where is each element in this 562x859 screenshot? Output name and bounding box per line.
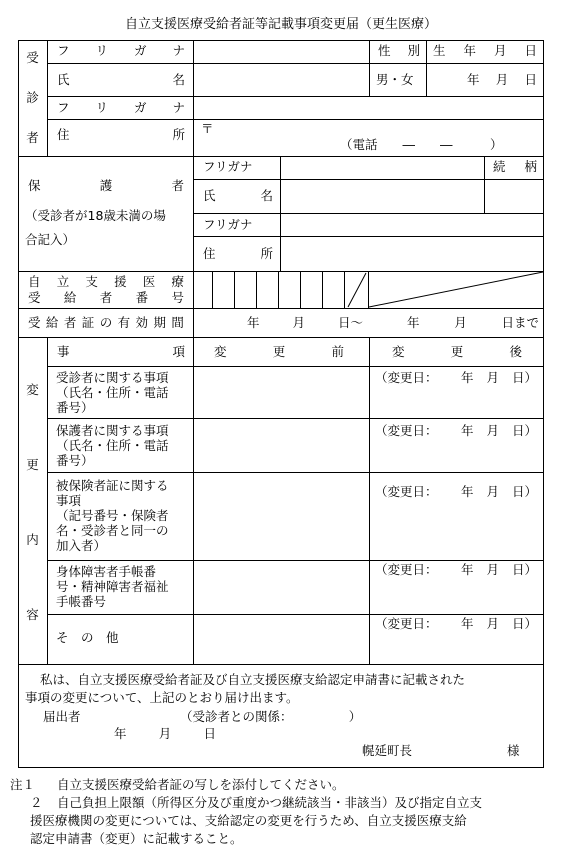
change-row-patient: 受診者に関する事項 （氏名・住所・電話 番号） <box>56 370 169 415</box>
document-page: 自立支援医療受給者証等記載事項変更届（更生医療） 受 診 者 フ リ ガ ナ 氏 名 フ リ ガ ナ 住 所 性 別 生 年 月 日 男・女 年 月 日 〒 （電話 ― ― ） 保 護 者 （受診者が18歳未満の場 合記入） フリガナ 続 柄 氏 名 フリガナ 住 所 自 立 支 援 医 療 受 給 者 番 号 受 給 者 証 の 有 効 期 間 年 月 日〜 年 月 日まで 変 更 内 容 事 項 変 更 前 変 更 後 受診者に関する事項 （氏名・住所・電話 番号） 保護者に関する事項 （氏名・住所・電話 番号） 被保険者証に関する 事項 （記号番号・保険者 名・受診者と同一の 加入者） 身体障害者手帳番 号・精神障害者福祉 手帳番号 そ の 他 （変更日： 年 月 日） （変更日： 年 月 日） （変更日： 年 月 日） （変更日： 年 月 日） （変更日： 年 月 日） 私は、自立支援医療受給者証及び自立支援医療支給認定申請書に記載された 事項の変更について、上記のとおり届け出ます。 届出者 （受診者との関係： ） 年 月 日 幌延町長 様 注１ 自立支援医療受給者証の写しを添付してください。 ２ 自己負担上限額（所得区分及び重度かつ継続該当・非該当）及び指定自立支 援医療機関の変更については、支給認定の変更を行うため、自立支援医療支給 認定申請書（変更）に記載すること。 <box>0 0 562 859</box>
addressee: 幌延町長 <box>362 743 413 758</box>
guardian-note-2: 合記入） <box>25 232 76 247</box>
patient-name-label: 氏 名 <box>57 72 185 87</box>
submitter-label: 届出者 <box>43 709 81 724</box>
honorific: 様 <box>507 743 520 758</box>
note-2-number: ２ <box>30 795 43 810</box>
validity-label: 受 給 者 証 の 有 効 期 間 <box>28 315 184 330</box>
guardian-label: 保 護 者 <box>28 178 184 193</box>
note-2-text-1: 自己負担上限額（所得区分及び重度かつ継続該当・非該当）及び指定自立支 <box>57 795 483 810</box>
patient-group-label: 受 診 者 <box>26 50 39 145</box>
dob-value[interactable]: 年 月 日 <box>467 72 537 87</box>
guardian-note-1: （受診者が18歳未満の場 <box>25 208 166 223</box>
guardian-address-label: 住 所 <box>203 246 273 261</box>
guardian-furigana2-label: フリガナ <box>203 217 253 232</box>
validity-to[interactable]: 年 月 日まで <box>407 315 539 330</box>
patient-address-label: 住 所 <box>57 127 185 142</box>
change-row-guardian: 保護者に関する事項 （氏名・住所・電話 番号） <box>56 423 169 468</box>
submission-date[interactable]: 年 月 日 <box>114 726 216 741</box>
recipient-number-label-2: 受 給 者 番 号 <box>28 290 184 305</box>
change-row-handbook: 身体障害者手帳番 号・精神障害者福祉 手帳番号 <box>56 564 169 609</box>
sex-options[interactable]: 男・女 <box>376 72 414 87</box>
form-title: 自立支援医療受給者証等記載事項変更届（更生医療） <box>124 17 437 32</box>
guardian-relation-label: 続 柄 <box>493 159 537 174</box>
note-2-text-2: 援医療機関の変更については、支給認定の変更を行うため、自立支援医療支給 <box>30 813 467 828</box>
header-after: 変 更 後 <box>392 344 522 359</box>
declaration-line-1: 私は、自立支援医療受給者証及び自立支援医療支給認定申請書に記載された <box>40 672 466 687</box>
changes-group-label: 変 更 内 容 <box>26 382 39 623</box>
patient-furigana-label: フ リ ガ ナ <box>57 43 185 58</box>
postal-mark: 〒 <box>201 121 214 136</box>
patient-name-field[interactable] <box>194 64 368 96</box>
declaration-line-2: 事項の変更について、上記のとおり届け出ます。 <box>25 690 299 705</box>
guardian-name-label: 氏 名 <box>203 188 273 203</box>
validity-from[interactable]: 年 月 日〜 <box>247 315 363 330</box>
note-1-text: 自立支援医療受給者証の写しを添付してください。 <box>57 777 345 792</box>
note-1-number: 注１ <box>10 777 36 792</box>
note-2-text-3: 認定申請書（変更）に記載すること。 <box>30 831 243 846</box>
recipient-number-label-1: 自 立 支 援 医 療 <box>28 274 184 289</box>
header-item: 事 項 <box>57 344 185 359</box>
patient-phone[interactable]: （電話 ― ― ） <box>340 137 503 152</box>
change-row-insurance: 被保険者証に関する 事項 （記号番号・保険者 名・受診者と同一の 加入者） <box>56 478 169 553</box>
dob-label: 生 年 月 日 <box>433 43 537 58</box>
sex-label: 性 別 <box>378 43 420 58</box>
submitter-relation[interactable]: （受診者との関係： ） <box>180 709 362 724</box>
change-row-other: そ の 他 <box>56 630 119 645</box>
header-before: 変 更 前 <box>214 344 344 359</box>
guardian-furigana-label: フリガナ <box>203 159 253 174</box>
patient-furigana2-label: フ リ ガ ナ <box>57 100 185 115</box>
